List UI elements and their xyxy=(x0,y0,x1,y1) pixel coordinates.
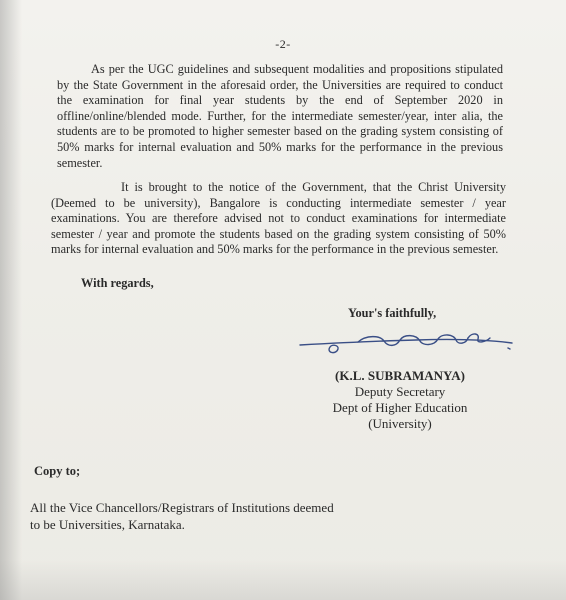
signatory-designation: Deputy Secretary xyxy=(354,384,446,399)
paragraph-ugc-guidelines: As per the UGC guidelines and subsequent modalities and propositions stipulated by the State Government in the aforesaid order, the Universities are required to conduct the examination for final year students by the end of September 2020 in offline/online/blended mode. Further, for the intermediate semester/year, inter alia, the students are to be promoted to higher semester based on the grading system consisting of 50% marks for internal evaluation and 50% marks for the performance in the previous semester. xyxy=(57,62,503,170)
page-shadow-left xyxy=(0,0,22,600)
signatory-division: (University) xyxy=(368,416,432,431)
page-shadow-bottom xyxy=(0,560,566,600)
handwritten-signature xyxy=(296,326,518,356)
closing-regards: With regards, xyxy=(81,276,154,290)
copy-to-recipients: All the Vice Chancellors/Registrars of Institutions deemed to be Universities, Karnataka. xyxy=(30,500,334,532)
paragraph-christ-university-notice: It is brought to the notice of the Government, that the Christ University (Deemed to be university), Bangalore is conducting intermediate semester / year examinations. You are therefore advised not to conduct examinations for intermediate semester / year and promote the students based on the grading system consisting of 50% marks for internal evaluation and 50% marks for the performance in the previous semester. xyxy=(51,180,506,257)
page-number: -2- xyxy=(275,37,291,51)
signatory-name: (K.L. SUBRAMANYA) xyxy=(335,368,465,383)
closing-signoff: Your's faithfully, xyxy=(348,306,437,320)
copy-to-heading: Copy to; xyxy=(34,464,81,478)
signatory-block xyxy=(300,368,500,432)
signatory-department: Dept of Higher Education xyxy=(332,400,468,415)
